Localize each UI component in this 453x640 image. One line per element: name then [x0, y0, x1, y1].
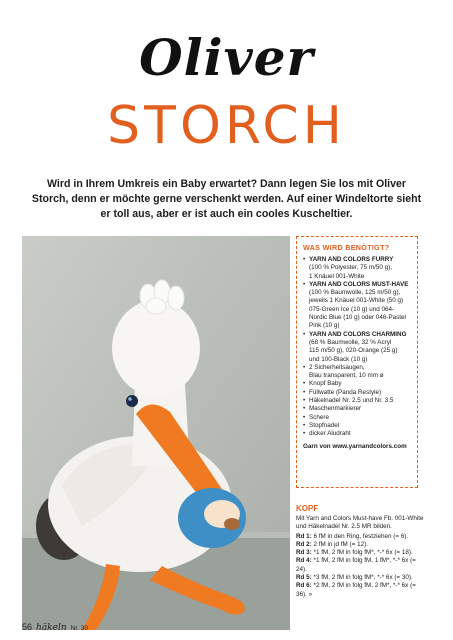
- materials-box: [296, 236, 418, 488]
- list-item: • Schere: [303, 414, 411, 422]
- baby-button: [224, 518, 240, 530]
- kopf-row: Rd 1: 6 fM in den Ring, festziehen (= 6).: [296, 532, 409, 540]
- kopf-section: [296, 504, 426, 599]
- materials-footer: Garn von www.yarnandcolors.com: [303, 442, 407, 450]
- kopf-row: Rd 3: *1 fM, 2 fM in folg fM*, *-* 6x (= 18).: [296, 549, 413, 557]
- magazine-name: häkeln: [36, 623, 67, 633]
- stork-eye: [126, 395, 138, 407]
- kopf-row: Rd 2: 2 fM in jd fM (= 12).: [296, 540, 368, 548]
- page-footer: [22, 622, 88, 633]
- materials-list: [303, 256, 411, 439]
- list-item: • YARN AND COLORS MUST-HAVE (100 % Baumwolle, 125 m/50 g), jeweils 1 Knäuel 001-White (50 g) 075-Green Ice (10 g) und 064- Nordic Blue (10 g) oder 046-Pastel Pink (10 g): [303, 281, 411, 331]
- kopf-heading: KOPF: [296, 504, 319, 513]
- list-item: • Maschenmarkierer: [303, 405, 411, 413]
- list-item: • 2 Sicherheitsaugen, Blau transparent, 10 mm ø: [303, 364, 411, 381]
- materials-heading: WAS WIRD BENÖTIGT?: [303, 243, 390, 252]
- title-script: Oliver: [139, 28, 314, 87]
- kopf-row: Rd 6: *2 fM, 2 fM in folg fM, 2 fM*, *-* 6x (= 36). »: [296, 582, 416, 598]
- title-main: STORCH: [107, 96, 346, 156]
- list-item: • Häkelnadel Nr. 2.5 und Nr. 3.5: [303, 397, 411, 405]
- list-item: • Knopf Baby: [303, 380, 411, 388]
- stork-eye-highlight: [128, 397, 132, 401]
- intro-text: Wird in Ihrem Umkreis ein Baby erwartet? Dann legen Sie los mit Oliver Storch, denn er möchte gerne verschenkt werden. Auf einer Windeltorte sieht er toll aus, aber er ist auch ein cooles Kuscheltier.: [31, 177, 422, 220]
- page-number: 56: [22, 622, 33, 632]
- list-item: • Stopfnadel: [303, 422, 411, 430]
- kopf-row: Rd 4: *1 fM, 2 fM in folg fM, 1 fM*, *-* 6x (= 24).: [296, 557, 416, 573]
- issue-number: Nr. 30: [70, 625, 88, 632]
- list-item: • dicker Aludraht: [303, 430, 411, 438]
- kopf-intro: Mit Yarn and Colors Must-have Fb. 001-White und Häkelnadel Nr. 2.5 MR bilden.: [296, 515, 424, 531]
- list-item: • Füllwatte (Panda Restyle): [303, 389, 411, 397]
- list-item: • YARN AND COLORS FURRY (100 % Polyester, 75 m/50 g), 1 Knäuel 001-White: [303, 256, 411, 281]
- stork-photo: [22, 236, 290, 630]
- list-item: • YARN AND COLORS CHARMING (68 % Baumwolle, 32 % Acryl 115 m/50 g), 020-Orange (25 g) und 100-Black (10 g): [303, 331, 411, 364]
- kopf-row: Rd 5: *3 fM, 2 fM in folg fM*, *-* 6x (= 30).: [296, 574, 413, 582]
